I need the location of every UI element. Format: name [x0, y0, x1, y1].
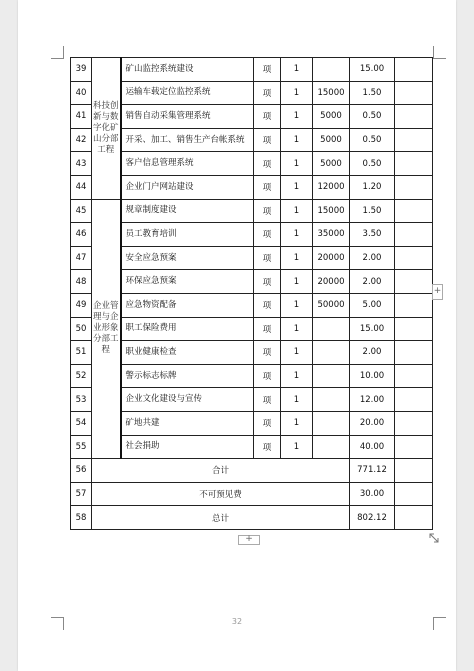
unit-price-cell: [313, 435, 350, 459]
note-cell: [395, 128, 433, 152]
summary-row-subtotal: [71, 459, 433, 483]
row-number: 58: [71, 506, 92, 530]
summary-row-total: [71, 506, 433, 530]
unit-cell: 项: [254, 152, 281, 176]
item-name: 销售自动采集管理系统: [121, 105, 254, 129]
note-cell: [395, 411, 433, 435]
note-cell: [395, 459, 433, 483]
amount-cell: 2.00: [350, 341, 395, 365]
row-number: 44: [71, 175, 92, 199]
unit-cell: 项: [254, 199, 281, 223]
summary-row-contingency: [71, 482, 433, 506]
row-number: 48: [71, 270, 92, 294]
row-number: 54: [71, 411, 92, 435]
row-number: 55: [71, 435, 92, 459]
quantity-cell: 1: [281, 411, 313, 435]
quantity-cell: 1: [281, 317, 313, 341]
table-row: [71, 341, 433, 365]
amount-cell: 20.00: [350, 411, 395, 435]
table-row: [71, 246, 433, 270]
quantity-cell: 1: [281, 435, 313, 459]
quantity-cell: 1: [281, 199, 313, 223]
table-row: [71, 175, 433, 199]
note-cell: [395, 270, 433, 294]
unit-cell: 项: [254, 128, 281, 152]
table-row: [71, 105, 433, 129]
unit-price-cell: 5000: [313, 105, 350, 129]
item-name: 矿山监控系统建设: [121, 58, 254, 82]
quantity-cell: 1: [281, 105, 313, 129]
table-row: [71, 270, 433, 294]
quantity-cell: 1: [281, 58, 313, 82]
budget-table: [70, 57, 433, 530]
row-number: 56: [71, 459, 92, 483]
item-name: 企业门户网站建设: [121, 175, 254, 199]
amount-cell: 1.20: [350, 175, 395, 199]
unit-cell: 项: [254, 81, 281, 105]
unit-cell: 项: [254, 293, 281, 317]
row-number: 39: [71, 58, 92, 82]
row-number: 41: [71, 105, 92, 129]
category-cell: 科技创新与数字化矿山分部工程: [92, 58, 121, 200]
row-number: 53: [71, 388, 92, 412]
unit-cell: 项: [254, 223, 281, 247]
table-resize-handle[interactable]: [429, 533, 439, 543]
item-name: 开采、加工、销售生产台帐系统: [121, 128, 254, 152]
item-name: 企业文化建设与宣传: [121, 388, 254, 412]
table-row: [71, 293, 433, 317]
page-number: 32: [231, 617, 243, 626]
row-number: 43: [71, 152, 92, 176]
row-number: 49: [71, 293, 92, 317]
table-row: [71, 58, 433, 82]
unit-cell: 项: [254, 175, 281, 199]
table-row: [71, 223, 433, 247]
quantity-cell: 1: [281, 341, 313, 365]
quantity-cell: 1: [281, 293, 313, 317]
plus-icon: +: [433, 286, 442, 296]
table-row: [71, 152, 433, 176]
table-row: [71, 317, 433, 341]
amount-cell: 40.00: [350, 435, 395, 459]
row-number: 45: [71, 199, 92, 223]
item-name: 规章制度建设: [121, 199, 254, 223]
note-cell: [395, 482, 433, 506]
add-row-button[interactable]: [238, 535, 260, 545]
unit-cell: 项: [254, 105, 281, 129]
row-number: 40: [71, 81, 92, 105]
crop-mark-top-left: [51, 46, 64, 59]
unit-price-cell: [313, 58, 350, 82]
unit-price-cell: 5000: [313, 128, 350, 152]
add-column-button[interactable]: [432, 284, 443, 300]
table-row: [71, 128, 433, 152]
item-name: 环保应急预案: [121, 270, 254, 294]
unit-price-cell: 15000: [313, 199, 350, 223]
note-cell: [395, 506, 433, 530]
unit-cell: 项: [254, 435, 281, 459]
table-row: [71, 435, 433, 459]
table-row: [71, 81, 433, 105]
note-cell: [395, 175, 433, 199]
unit-cell: 项: [254, 341, 281, 365]
amount-cell: 0.50: [350, 105, 395, 129]
item-name: 职业健康检查: [121, 341, 254, 365]
table-row: [71, 364, 433, 388]
row-number: 52: [71, 364, 92, 388]
amount-cell: 15.00: [350, 58, 395, 82]
table-row: [71, 199, 433, 223]
unit-price-cell: 50000: [313, 293, 350, 317]
amount-cell: 15.00: [350, 317, 395, 341]
amount-cell: 2.00: [350, 246, 395, 270]
note-cell: [395, 199, 433, 223]
amount-cell: 1.50: [350, 199, 395, 223]
quantity-cell: 1: [281, 152, 313, 176]
row-number: 46: [71, 223, 92, 247]
unit-price-cell: [313, 388, 350, 412]
resize-icon: [429, 533, 439, 543]
unit-price-cell: 35000: [313, 223, 350, 247]
quantity-cell: 1: [281, 388, 313, 412]
quantity-cell: 1: [281, 246, 313, 270]
note-cell: [395, 435, 433, 459]
item-name: 客户信息管理系统: [121, 152, 254, 176]
summary-label: 不可预见费: [92, 482, 350, 506]
quantity-cell: 1: [281, 175, 313, 199]
item-name: 警示标志标牌: [121, 364, 254, 388]
quantity-cell: 1: [281, 128, 313, 152]
amount-cell: 2.00: [350, 270, 395, 294]
note-cell: [395, 364, 433, 388]
note-cell: [395, 317, 433, 341]
item-name: 安全应急预案: [121, 246, 254, 270]
unit-cell: 项: [254, 317, 281, 341]
summary-amount: 771.12: [350, 459, 395, 483]
unit-price-cell: 15000: [313, 81, 350, 105]
note-cell: [395, 58, 433, 82]
note-cell: [395, 293, 433, 317]
note-cell: [395, 81, 433, 105]
note-cell: [395, 388, 433, 412]
note-cell: [395, 105, 433, 129]
item-name: 矿地共建: [121, 411, 254, 435]
unit-price-cell: [313, 364, 350, 388]
unit-price-cell: [313, 411, 350, 435]
quantity-cell: 1: [281, 364, 313, 388]
amount-cell: 10.00: [350, 364, 395, 388]
category-cell: 企业管理与企业形象分部工程: [92, 199, 121, 459]
summary-label: 总计: [92, 506, 350, 530]
unit-cell: 项: [254, 270, 281, 294]
row-number: 42: [71, 128, 92, 152]
unit-price-cell: [313, 341, 350, 365]
unit-price-cell: 20000: [313, 246, 350, 270]
amount-cell: 12.00: [350, 388, 395, 412]
amount-cell: 1.50: [350, 81, 395, 105]
unit-price-cell: [313, 317, 350, 341]
row-number: 47: [71, 246, 92, 270]
amount-cell: 5.00: [350, 293, 395, 317]
unit-cell: 项: [254, 364, 281, 388]
row-number: 57: [71, 482, 92, 506]
crop-mark-top-right: [433, 46, 446, 59]
unit-price-cell: 12000: [313, 175, 350, 199]
item-name: 运输车载定位监控系统: [121, 81, 254, 105]
unit-price-cell: 5000: [313, 152, 350, 176]
summary-amount: 30.00: [350, 482, 395, 506]
plus-icon: +: [245, 534, 253, 544]
note-cell: [395, 223, 433, 247]
unit-cell: 项: [254, 411, 281, 435]
table-row: [71, 388, 433, 412]
item-name: 应急物资配备: [121, 293, 254, 317]
note-cell: [395, 341, 433, 365]
quantity-cell: 1: [281, 81, 313, 105]
row-number: 51: [71, 341, 92, 365]
unit-cell: 项: [254, 388, 281, 412]
item-name: 员工教育培训: [121, 223, 254, 247]
summary-amount: 802.12: [350, 506, 395, 530]
item-name: 社会捐助: [121, 435, 254, 459]
amount-cell: 0.50: [350, 152, 395, 176]
table-row: [71, 411, 433, 435]
summary-label: 合计: [92, 459, 350, 483]
row-number: 50: [71, 317, 92, 341]
item-name: 职工保险费用: [121, 317, 254, 341]
note-cell: [395, 246, 433, 270]
amount-cell: 3.50: [350, 223, 395, 247]
quantity-cell: 1: [281, 223, 313, 247]
unit-price-cell: 20000: [313, 270, 350, 294]
unit-cell: 项: [254, 58, 281, 82]
quantity-cell: 1: [281, 270, 313, 294]
amount-cell: 0.50: [350, 128, 395, 152]
unit-cell: 项: [254, 246, 281, 270]
note-cell: [395, 152, 433, 176]
